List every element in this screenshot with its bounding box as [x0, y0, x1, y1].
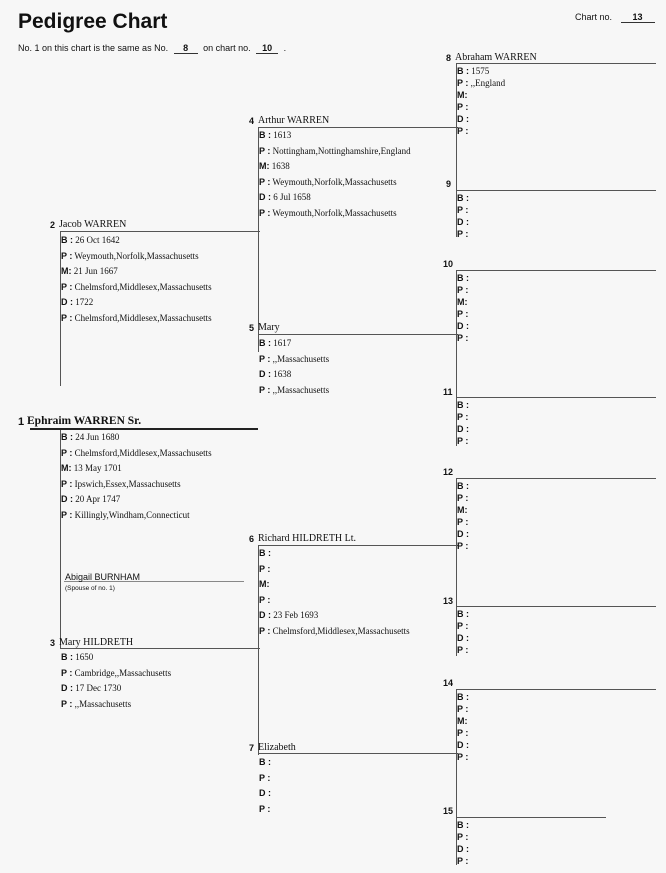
- field-value: 24 Jun 1680: [73, 432, 120, 442]
- field-label: P :: [457, 752, 469, 762]
- person-9-field-row: [457, 193, 469, 203]
- person-7-field-row: [259, 757, 271, 767]
- person-3-name: Mary HILDRETH: [59, 637, 134, 648]
- field-label: P :: [259, 384, 271, 395]
- person-2-field-row: [61, 297, 93, 307]
- person-4-number: 4: [249, 116, 255, 126]
- field-label: D :: [259, 192, 271, 202]
- field-label: D :: [457, 424, 469, 434]
- person-2-name: Jacob WARREN: [59, 219, 127, 230]
- on-chart-number: 10: [256, 43, 278, 54]
- person-9-number: 9: [446, 179, 452, 189]
- field-value: Chelmsford,Middlesex,Massachusetts: [72, 447, 212, 458]
- field-value: 1617: [271, 338, 292, 348]
- field-label: P :: [259, 207, 271, 218]
- person-11-field-row: [457, 412, 468, 422]
- person-10-number: 10: [443, 259, 454, 269]
- person-7-field-row: [259, 788, 271, 798]
- field-label: P :: [259, 176, 271, 187]
- field-label: P :: [457, 102, 469, 112]
- field-value: Nottingham,Nottinghamshire,England: [270, 145, 411, 156]
- person-7-name: Elizabeth: [258, 742, 296, 753]
- person-5-field-row: [259, 385, 329, 395]
- field-value: 6 Jul 1658: [271, 192, 311, 202]
- field-label: B :: [61, 235, 73, 245]
- field-value: Cambridge,,Massachusetts: [72, 667, 172, 678]
- field-value: 1650: [73, 652, 94, 662]
- field-label: P :: [259, 803, 271, 814]
- person-10-field-row: [457, 321, 469, 331]
- person-15-field-row: [457, 844, 469, 854]
- person-1-field-row: [61, 448, 212, 458]
- field-label: B :: [61, 652, 73, 662]
- person-11-field-row: [457, 400, 469, 410]
- person-10-field-row: [457, 309, 468, 319]
- person-6-field-row: [259, 595, 270, 605]
- person-5-field-row: [259, 369, 291, 379]
- connector-line-9: [456, 190, 656, 191]
- person-4-name: Arthur WARREN: [258, 115, 330, 126]
- connector-line-5: [258, 334, 458, 335]
- field-label: P :: [457, 621, 469, 631]
- field-label: B :: [457, 609, 469, 619]
- person-10-field-row: [457, 273, 469, 283]
- spouse-name: Abigail BURNHAM: [65, 572, 141, 582]
- connector-line-7: [258, 753, 458, 754]
- person-1-field-row: [61, 510, 190, 520]
- person-2-field-row: [61, 235, 120, 245]
- person-8-field-row: [457, 90, 468, 100]
- person-4-field-row: [259, 192, 311, 202]
- field-label: D :: [259, 610, 271, 620]
- field-label: P :: [259, 772, 271, 783]
- field-label: P :: [457, 229, 469, 239]
- chart-no-value: 13: [621, 12, 655, 23]
- person-12-number: 12: [443, 467, 454, 477]
- person-6-field-row: [259, 564, 270, 574]
- person-9-field-row: [457, 217, 469, 227]
- person-14-number: 14: [443, 678, 454, 688]
- person-6-field-row: [259, 626, 410, 636]
- person-4-field-row: [259, 161, 290, 171]
- field-label: P :: [457, 78, 469, 88]
- person-8-field-row: [457, 66, 489, 76]
- person-13-field-row: [457, 645, 468, 655]
- field-label: D :: [457, 740, 469, 750]
- field-label: B :: [259, 130, 271, 140]
- person-4-field-row: [259, 130, 291, 140]
- field-label: P :: [61, 312, 73, 323]
- field-label: D :: [457, 633, 469, 643]
- field-label: B :: [457, 481, 469, 491]
- person-3-field-row: [61, 652, 93, 662]
- field-value: ,,Massachusetts: [270, 353, 330, 364]
- person-3-field-row: [61, 683, 121, 693]
- field-label: P :: [457, 645, 469, 655]
- person-10-field-row: [457, 285, 468, 295]
- on-chart-label: on chart no.: [203, 43, 251, 53]
- field-label: B :: [457, 692, 469, 702]
- field-label: B :: [457, 273, 469, 283]
- field-label: P :: [259, 594, 271, 605]
- person-2-number: 2: [50, 220, 56, 230]
- person-11-field-row: [457, 436, 468, 446]
- field-label: P :: [61, 447, 73, 458]
- field-label: P :: [61, 250, 73, 261]
- field-value: Chelmsford,Middlesex,Massachusetts: [72, 281, 212, 292]
- field-value: Weymouth,Norfolk,Massachusetts: [270, 207, 397, 218]
- field-label: B :: [457, 66, 469, 76]
- field-label: P :: [457, 285, 469, 295]
- field-value: 1722: [73, 297, 94, 307]
- person-6-name: Richard HILDRETH Lt.: [258, 533, 357, 544]
- person-12-field-row: [457, 529, 469, 539]
- field-value: 1613: [271, 130, 292, 140]
- person-6-field-row: [259, 579, 270, 589]
- person-11-field-row: [457, 424, 469, 434]
- person-15-field-row: [457, 832, 468, 842]
- person-14-field-row: [457, 704, 468, 714]
- field-label: D :: [61, 494, 73, 504]
- same-as-prefix: No. 1 on this chart is the same as No.: [18, 43, 169, 53]
- person-8-field-row: [457, 78, 505, 88]
- person-2-field-row: [61, 251, 199, 261]
- field-label: B :: [259, 338, 271, 348]
- field-label: P :: [457, 517, 469, 527]
- field-label: M:: [457, 505, 468, 515]
- field-label: D :: [61, 683, 73, 693]
- same-as-line: [18, 43, 286, 54]
- field-label: M:: [259, 579, 270, 589]
- field-value: Chelmsford,Middlesex,Massachusetts: [72, 312, 212, 323]
- connector-line-1: [30, 428, 258, 430]
- field-value: Chelmsford,Middlesex,Massachusetts: [270, 625, 410, 636]
- connector-line-12: [456, 478, 656, 479]
- field-label: M:: [457, 90, 468, 100]
- person-5-name: Mary: [258, 322, 280, 333]
- person-1-field-row: [61, 479, 181, 489]
- field-label: D :: [457, 844, 469, 854]
- person-7-field-row: [259, 773, 270, 783]
- field-label: B :: [259, 548, 271, 558]
- person-15-field-row: [457, 856, 468, 866]
- chart-no-label: Chart no.: [575, 12, 613, 22]
- person-12-field-row: [457, 493, 468, 503]
- connector-line-6-vertical: [258, 545, 259, 755]
- field-label: P :: [457, 541, 469, 551]
- person-4-field-row: [259, 177, 397, 187]
- field-label: M:: [259, 161, 270, 171]
- person-1-name: Ephraim WARREN Sr.: [27, 415, 142, 427]
- connector-line-4: [258, 127, 458, 128]
- field-label: P :: [457, 436, 469, 446]
- field-label: P :: [61, 698, 73, 709]
- connector-line-8: [456, 63, 656, 64]
- connector-line-10: [456, 270, 656, 271]
- person-12-field-row: [457, 505, 468, 515]
- person-7-number: 7: [249, 743, 255, 753]
- person-8-number: 8: [446, 53, 452, 63]
- field-label: M:: [61, 266, 72, 276]
- person-14-field-row: [457, 740, 469, 750]
- field-label: P :: [457, 126, 469, 136]
- field-value: 23 Feb 1693: [271, 610, 319, 620]
- person-9-field-row: [457, 229, 468, 239]
- field-value: 26 Oct 1642: [73, 235, 120, 245]
- field-label: P :: [259, 353, 271, 364]
- person-15-number: 15: [443, 806, 454, 816]
- person-6-field-row: [259, 548, 271, 558]
- field-label: P :: [61, 509, 73, 520]
- field-value: 1638: [269, 161, 290, 171]
- person-15-field-row: [457, 820, 469, 830]
- person-5-field-row: [259, 354, 329, 364]
- person-10-field-row: [457, 297, 468, 307]
- field-label: P :: [457, 309, 469, 319]
- person-13-field-row: [457, 633, 469, 643]
- page-title: Pedigree Chart: [18, 10, 168, 33]
- connector-line-2: [60, 231, 260, 232]
- person-8-field-row: [457, 114, 469, 124]
- field-value: ,,Massachusetts: [72, 698, 132, 709]
- field-label: P :: [61, 281, 73, 292]
- person-1-number: 1: [18, 416, 25, 428]
- field-label: M:: [457, 297, 468, 307]
- field-label: M:: [457, 716, 468, 726]
- field-label: P :: [457, 412, 469, 422]
- field-value: 13 May 1701: [71, 463, 122, 473]
- person-3-number: 3: [50, 638, 56, 648]
- field-value: ,,England: [468, 78, 506, 88]
- field-value: Ipswich,Essex,Massachusetts: [72, 478, 181, 489]
- person-4-field-row: [259, 208, 397, 218]
- person-6-number: 6: [249, 534, 255, 544]
- field-label: P :: [457, 856, 469, 866]
- person-2-field-row: [61, 282, 212, 292]
- person-1-field-row: [61, 463, 122, 473]
- field-label: D :: [259, 788, 271, 798]
- person-14-field-row: [457, 692, 469, 702]
- field-label: P :: [457, 832, 469, 842]
- person-5-field-row: [259, 338, 291, 348]
- connector-line-13: [456, 606, 656, 607]
- person-2-field-row: [61, 266, 118, 276]
- same-as-number: 8: [174, 43, 198, 54]
- connector-line-14: [456, 689, 656, 690]
- spouse-note: (Spouse of no. 1): [65, 585, 115, 592]
- field-label: B :: [457, 820, 469, 830]
- person-3-field-row: [61, 668, 171, 678]
- field-label: D :: [61, 297, 73, 307]
- connector-line-3: [60, 648, 260, 649]
- person-6-field-row: [259, 610, 318, 620]
- field-label: P :: [457, 493, 469, 503]
- person-4-field-row: [259, 146, 411, 156]
- person-14-field-row: [457, 752, 468, 762]
- person-8-name: Abraham WARREN: [455, 52, 537, 63]
- field-label: P :: [259, 145, 271, 156]
- person-11-number: 11: [443, 387, 453, 397]
- field-value: Weymouth,Norfolk,Massachusetts: [72, 250, 199, 261]
- person-12-field-row: [457, 517, 468, 527]
- field-label: P :: [457, 704, 469, 714]
- field-label: B :: [259, 757, 271, 767]
- person-1-field-row: [61, 432, 119, 442]
- person-8-field-row: [457, 126, 468, 136]
- header-period: .: [283, 43, 287, 53]
- field-label: B :: [457, 400, 469, 410]
- field-label: D :: [457, 114, 469, 124]
- field-label: D :: [457, 321, 469, 331]
- field-value: 1638: [271, 369, 292, 379]
- person-7-field-row: [259, 804, 270, 814]
- person-13-field-row: [457, 609, 469, 619]
- person-12-field-row: [457, 481, 469, 491]
- person-9-field-row: [457, 205, 468, 215]
- person-14-field-row: [457, 728, 468, 738]
- person-10-field-row: [457, 333, 468, 343]
- person-1-field-row: [61, 494, 120, 504]
- connector-line-11: [456, 397, 656, 398]
- person-13-field-row: [457, 621, 468, 631]
- field-label: P :: [61, 667, 73, 678]
- connector-line-15: [456, 817, 606, 818]
- field-label: P :: [457, 333, 469, 343]
- field-label: D :: [259, 369, 271, 379]
- field-value: Killingly,Windham,Connecticut: [72, 509, 190, 520]
- person-8-field-row: [457, 102, 468, 112]
- field-label: B :: [61, 432, 73, 442]
- field-label: M:: [61, 463, 72, 473]
- person-13-number: 13: [443, 596, 454, 606]
- field-value: 17 Dec 1730: [73, 683, 122, 693]
- field-value: 20 Apr 1747: [73, 494, 121, 504]
- field-value: 21 Jun 1667: [71, 266, 118, 276]
- field-value: 1575: [469, 66, 490, 76]
- field-label: P :: [259, 563, 271, 574]
- field-label: P :: [457, 205, 469, 215]
- chart-number-line: [575, 12, 655, 23]
- field-value: ,,Massachusetts: [270, 384, 330, 395]
- connector-line-6: [258, 545, 458, 546]
- field-label: B :: [457, 193, 469, 203]
- field-label: D :: [457, 529, 469, 539]
- field-label: P :: [61, 478, 73, 489]
- person-5-number: 5: [249, 323, 255, 333]
- person-12-field-row: [457, 541, 468, 551]
- field-label: P :: [259, 625, 271, 636]
- field-label: D :: [457, 217, 469, 227]
- field-label: P :: [457, 728, 469, 738]
- person-14-field-row: [457, 716, 468, 726]
- field-value: Weymouth,Norfolk,Massachusetts: [270, 176, 397, 187]
- person-3-field-row: [61, 699, 131, 709]
- person-2-field-row: [61, 313, 212, 323]
